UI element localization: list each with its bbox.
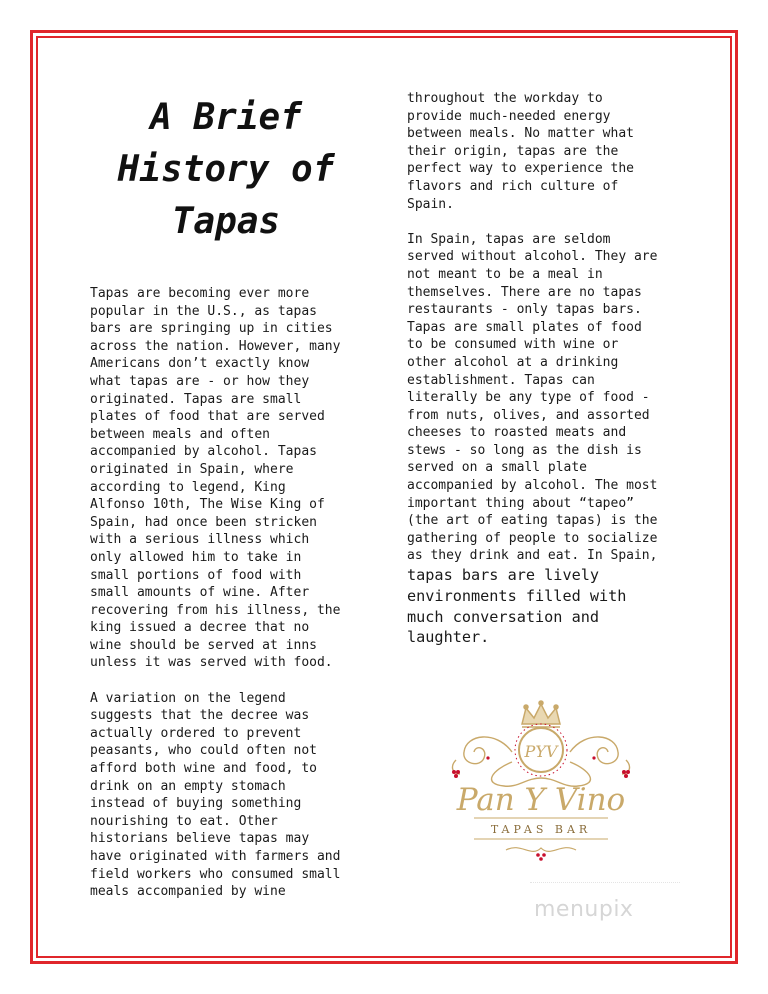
left-column xyxy=(90,285,370,901)
page-title: A Brief History of Tapas xyxy=(117,97,335,242)
logo-subtitle: TAPAS BAR xyxy=(490,823,592,836)
crown-icon xyxy=(522,701,560,727)
pan-y-vino-logo xyxy=(446,700,636,870)
paragraph-legend-variation: A variation on the legend suggests that the decree was actually ordered to prevent peasants, who could often not afford both wine and food, to drink on an empty stomach instead of buying something nourishing to eat. Other historians believe tapas may have originated with farmers and field workers who consumed small meals accompanied by wine xyxy=(90,690,341,900)
paragraph-tapas-in-spain xyxy=(407,231,683,648)
paragraph-continuation: throughout the workday to provide much-needed energy between meals. No matter what their origin, tapas are the perfect way to experience the flavors and rich culture of Spain. xyxy=(407,91,634,212)
menupix-watermark: menupix xyxy=(534,897,634,922)
paragraph-origin-legend: Tapas are becoming ever more popular in the U.S., as tapas bars are springing up in cities across the nation. However, many Americans don’t exactly know what tapas are - or how they originated. Tapas are small plates of food that are served between meals and often accompanied by alcohol. Tapas originated in Spain, where according to legend, King Alfonso 10th, The Wise King of Spain, had once been stricken with a serious illness which only allowed him to take in small portions of food with small amounts of wine. After recovering from his illness, the king issued a decree that no wine should be served at inns unless it was served with food. xyxy=(90,286,341,671)
bottom-grapes-icon xyxy=(536,853,546,861)
watermark-divider xyxy=(530,882,680,887)
logo-name: Pan Y Vino xyxy=(456,782,626,818)
paragraph-tapas-in-spain-end: tapas bars are lively environments filled with much conversation and laughter. xyxy=(407,566,627,647)
bottom-flourish-icon xyxy=(506,848,576,852)
right-column xyxy=(407,90,683,648)
paragraph-tapas-in-spain-body: In Spain, tapas are seldom served without alcohol. They are not meant to be a meal in themselves. There are no tapas restaurants - only tapas bars. Tapas are small plates of food to be consumed with wine or other alcohol at a drinking establishment. Tapas can literally be any type of food - from nuts, olives, and assorted cheeses to roasted meats and stews - so long as the dish is served on a small plate accompanied by alcohol. The most important thing about “tapeo” (the art of eating tapas) is the gathering of people to socialize as they drink and eat. In Spain, xyxy=(407,231,658,564)
logo-monogram: PYV xyxy=(524,742,558,761)
